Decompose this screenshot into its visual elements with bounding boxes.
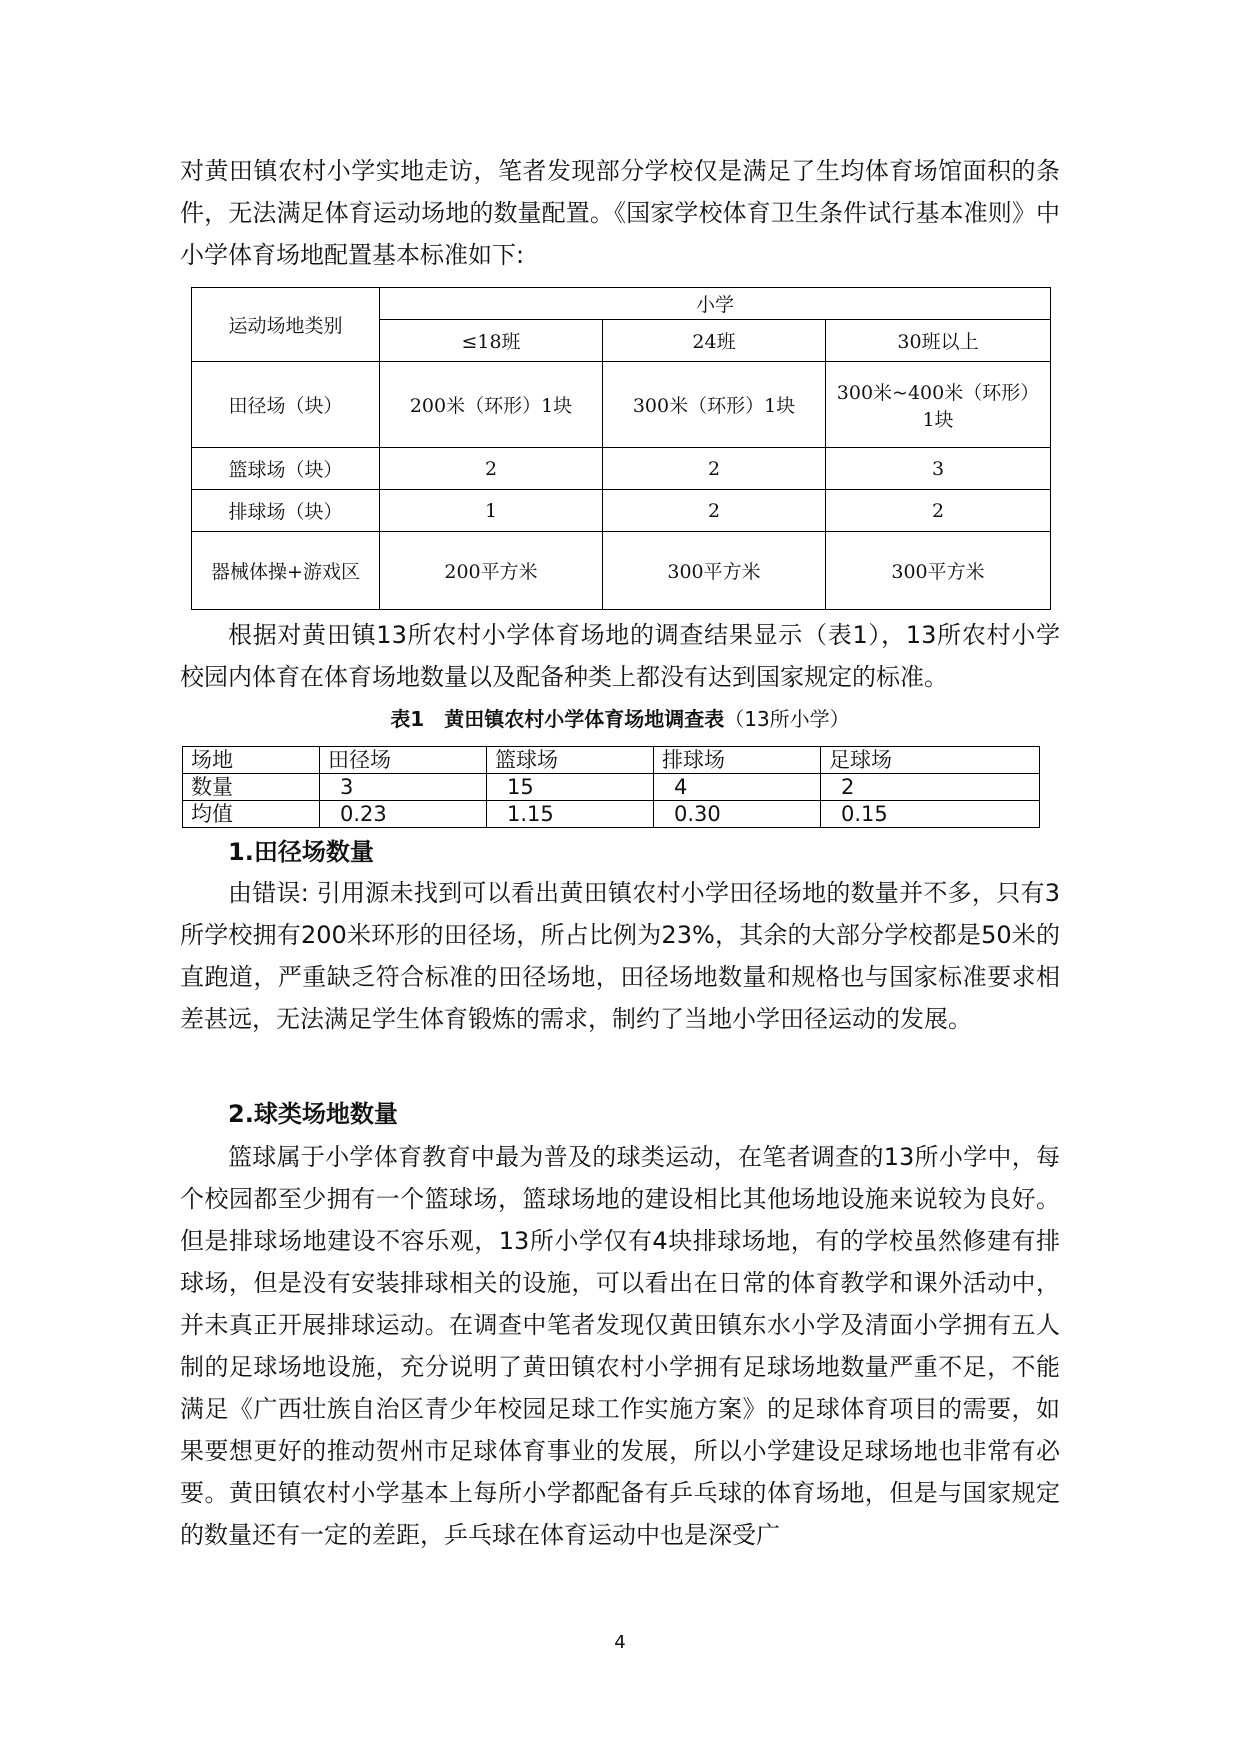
survey-cell: 4 bbox=[654, 774, 821, 801]
survey-table bbox=[182, 746, 1040, 828]
survey-cell: 1.15 bbox=[487, 801, 654, 828]
caption-title: 黄田镇农村小学体育场地调查表 bbox=[444, 707, 725, 731]
standard-cell: 300米~400米（环形）1块 bbox=[826, 362, 1051, 448]
standard-cell: 200米（环形）1块 bbox=[380, 362, 603, 448]
caption-label: 表1 bbox=[390, 707, 425, 731]
survey-row-label: 数量 bbox=[183, 774, 320, 801]
standard-table bbox=[191, 287, 1051, 610]
caption-note: （13所小学） bbox=[724, 707, 850, 731]
standard-cell: 200平方米 bbox=[380, 532, 603, 610]
standard-cell: 300平方米 bbox=[826, 532, 1051, 610]
survey-cell: 0.23 bbox=[320, 801, 487, 828]
survey-cell: 0.30 bbox=[654, 801, 821, 828]
standard-col-header: ≤18班 bbox=[380, 320, 603, 362]
standard-group-header: 小学 bbox=[380, 288, 1051, 320]
standard-cell: 300米（环形）1块 bbox=[603, 362, 826, 448]
standard-cell: 2 bbox=[826, 490, 1051, 532]
section2-paragraph: 篮球属于小学体育教育中最为普及的球类运动，在笔者调查的13所小学中，每个校园都至少拥有一个篮球场，篮球场地的建设相比其他场地设施来说较为良好。但是排球场地建设不容乐观，13所小学仅有4块排球场地，有的学校虽然修建有排球场，但是没有安装排球相关的设施，可以看出在日常的体育教学和课外活动中，并未真正开展排球运动。在调查中笔者发现仅黄田镇东水小学及清面小学拥有五人制的足球场地设施，充分说明了黄田镇农村小学拥有足球场地数量严重不足，不能满足《广西壮族自治区青少年校园足球工作实施方案》的足球体育项目的需要，如果要想更好的推动贺州市足球体育事业的发展，所以小学建设足球场地也非常有必要。黄田镇农村小学基本上每所小学都配备有乒乓球的体育场地，但是与国家规定的数量还有一定的差距，乒乓球在体育运动中也是深受广 bbox=[180, 1143, 1060, 1549]
survey-cell: 0.15 bbox=[821, 801, 1040, 828]
survey-cell: 15 bbox=[487, 774, 654, 801]
intro-paragraph: 对黄田镇农村小学实地走访，笔者发现部分学校仅是满足了生均体育场馆面积的条件，无法满足体育运动场地的数量配置。《国家学校体育卫生条件试行基本准则》中小学体育场地配置基本标准如下: bbox=[180, 157, 1060, 269]
table-caption bbox=[0, 703, 1240, 732]
survey-header-cell: 足球场 bbox=[821, 747, 1040, 774]
survey-cell: 2 bbox=[821, 774, 1040, 801]
standard-row-label: 篮球场（块） bbox=[192, 448, 380, 490]
survey-header-cell: 篮球场 bbox=[487, 747, 654, 774]
standard-row-header: 运动场地类别 bbox=[192, 288, 380, 362]
standard-cell: 2 bbox=[380, 448, 603, 490]
section2-heading: 2.球类场地数量 bbox=[228, 1100, 398, 1128]
survey-row-label: 均值 bbox=[183, 801, 320, 828]
survey-cell: 3 bbox=[320, 774, 487, 801]
section1-heading: 1.田径场数量 bbox=[228, 838, 374, 866]
section1-paragraph: 由错误: 引用源未找到可以看出黄田镇农村小学田径场地的数量并不多，只有3所学校拥有200米环形的田径场，所占比例为23%，其余的大部分学校都是50米的直跑道，严重缺乏符合标准的田径场地，田径场地数量和规格也与国家标准要求相差甚远，无法满足学生体育锻炼的需求，制约了当地小学田径运动的发展。 bbox=[180, 879, 1060, 1033]
standard-cell: 2 bbox=[603, 448, 826, 490]
standard-row-label: 田径场（块） bbox=[192, 362, 380, 448]
standard-col-header: 30班以上 bbox=[826, 320, 1051, 362]
standard-cell: 3 bbox=[826, 448, 1051, 490]
survey-header-cell: 田径场 bbox=[320, 747, 487, 774]
standard-col-header: 24班 bbox=[603, 320, 826, 362]
survey-header-cell: 场地 bbox=[183, 747, 320, 774]
standard-row-label: 器械体操+游戏区 bbox=[192, 532, 380, 610]
standard-cell: 300平方米 bbox=[603, 532, 826, 610]
standard-cell: 2 bbox=[603, 490, 826, 532]
page-number: 4 bbox=[614, 1632, 626, 1653]
standard-row-label: 排球场（块） bbox=[192, 490, 380, 532]
survey-intro-paragraph: 根据对黄田镇13所农村小学体育场地的调查结果显示（表1），13所农村小学校园内体育在体育场地数量以及配备种类上都没有达到国家规定的标准。 bbox=[180, 621, 1060, 691]
standard-cell: 1 bbox=[380, 490, 603, 532]
survey-header-cell: 排球场 bbox=[654, 747, 821, 774]
